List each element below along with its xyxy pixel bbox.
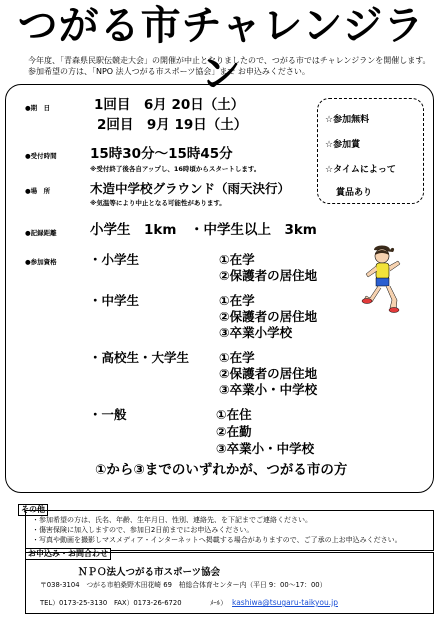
prize-award: 賞品あり (336, 188, 373, 198)
venue-place: 木造中学校グラウンド（雨天決行） (90, 181, 291, 196)
junior-high-item-2: ②保護者の居住地 (219, 309, 318, 324)
elementary-item-2: ②保護者の居住地 (219, 268, 318, 283)
venue-label: ●場 所 (25, 187, 51, 195)
intro-line-1: 今年度、「青森県民駅伝競走大会」の開催が中止となりましたので、つがる市ではチャレンジランを開催します。 (28, 56, 431, 65)
junior-high-item-3: ③卒業小学校 (219, 325, 293, 340)
prize-free: ☆参加無料 (325, 115, 370, 125)
reception-time: 15時30分～15時45分 (90, 146, 233, 162)
qualification-label: ●参加資格 (25, 258, 57, 266)
group-general: ・一般 (89, 407, 127, 422)
contact-address: 〒038-3104 つがる市柏桑野木田花崎 69 柏総合体育センター内（平日 9：00～17：00） (40, 581, 327, 589)
general-item-3: ③卒業小・中学校 (216, 441, 315, 456)
prize-participation: ☆参加賞 (325, 140, 361, 150)
high-school-item-2: ②保護者の居住地 (219, 366, 318, 381)
organization-name: ＮＰＯ法人つがる市スポーツ協会 (78, 567, 221, 578)
intro-line-2: 参加希望の方は、「NPO 法人つがる市スポーツ協会」まで お申込みください。 (28, 67, 310, 76)
contact-email-link[interactable]: kashiwa@tsugaru-taikyou.jp (232, 598, 338, 607)
qualification-summary: ①から③までのいずれかが、つがる市の方 (95, 462, 348, 478)
junior-high-item-1: ①在学 (219, 293, 255, 308)
other-line-1: ・参加希望の方は、氏名、年齢、生年月日、性別、連絡先、を下記までご連絡ください。 (32, 516, 312, 524)
other-section-tag: その他 (18, 504, 48, 516)
high-school-item-3: ③卒業小・中学校 (219, 382, 318, 397)
reception-note: ※受付終了後各自アップし、16時頃からスタートします。 (90, 165, 261, 173)
group-junior-high: ・中学生 (89, 293, 140, 308)
runner-illustration (360, 244, 406, 314)
general-item-1: ①在住 (216, 407, 252, 422)
prize-time: ☆タイムによって (325, 165, 396, 175)
group-high-school-university: ・高校生・大学生 (89, 350, 190, 365)
other-line-3: ・写真や動画を撮影しマスメディア・インターネットへ掲載する場合がありますので、ご了承の上お申込みください。 (32, 536, 402, 544)
high-school-item-1: ①在学 (219, 350, 255, 365)
round-2-date: 2回目 9月 19日（土） (97, 117, 248, 133)
contact-phone-fax: TEL）0173-25-3130 FAX）0173-26-6720 (40, 599, 182, 607)
distance-label: ●記録距離 (25, 229, 57, 237)
contact-section-tag: お申込み・お問合わせ (25, 548, 111, 560)
schedule-label: ●期 日 (25, 104, 51, 112)
reception-label: ●受付時間 (25, 152, 57, 160)
group-elementary: ・小学生 (89, 252, 140, 267)
distance-text: 小学生 1km ・中学生以上 3km (90, 222, 317, 238)
elementary-item-1: ①在学 (219, 252, 255, 267)
page-title: つがる市チャレンジラン (17, 3, 425, 97)
round-1-date: 1回目 6月 20日（土） (94, 97, 245, 113)
general-item-2: ②在勤 (216, 424, 252, 439)
venue-note: ※気温等により中止となる可能性があります。 (90, 199, 226, 207)
other-line-2: ・傷害保険に加入しますので、参加日2日前までにお申込みください。 (32, 526, 254, 534)
contact-email-label: ﾒｰﾙ） (210, 599, 227, 607)
